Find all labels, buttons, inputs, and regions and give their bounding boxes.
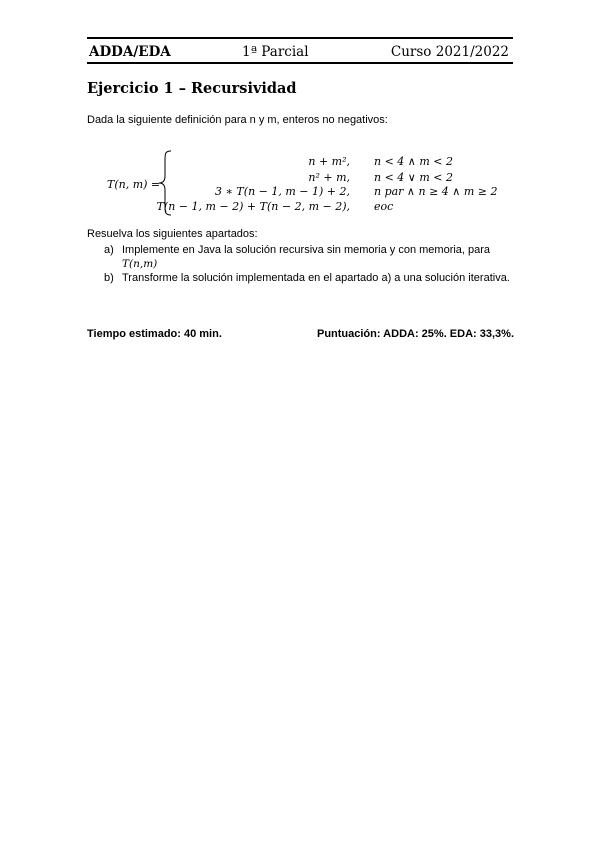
tasks-intro: Resuelva los siguientes apartados:	[87, 228, 258, 240]
estimated-time: Tiempo estimado: 40 min.	[87, 328, 222, 340]
case-4-condition: eoc	[374, 200, 394, 213]
exercise-intro: Dada la siguiente definición para n y m, enteros no negativos:	[87, 114, 388, 126]
task-a-body	[122, 243, 514, 271]
task-b-marker: b)	[104, 272, 114, 284]
case-2-expression: n² + m,	[308, 171, 350, 184]
case-4-expression: T(n − 1, m − 2) + T(n − 2, m − 2),	[156, 200, 350, 213]
score-breakdown: Puntuación: ADDA: 25%. EDA: 33,3%.	[316, 328, 514, 340]
case-1-condition: n < 4 ∧ m < 2	[374, 155, 453, 168]
exam-name: 1ª Parcial	[242, 44, 309, 60]
case-1-expression: n + m²,	[308, 155, 350, 168]
academic-year: Curso 2021/2022	[390, 44, 509, 60]
task-a-function: T(n,m)	[122, 258, 158, 270]
definition-lhs: T(n, m) =	[107, 178, 161, 191]
case-2-condition: n < 4 ∨ m < 2	[374, 171, 453, 184]
page-header	[87, 37, 513, 64]
task-a-marker: a)	[104, 244, 114, 256]
course-code: ADDA/EDA	[89, 44, 171, 60]
case-3-expression: 3 ∗ T(n − 1, m − 1) + 2,	[214, 185, 350, 198]
case-3-condition: n par ∧ n ≥ 4 ∧ m ≥ 2	[374, 185, 498, 198]
task-a-text: Implemente en Java la solución recursiva sin memoria y con memoria, para	[122, 244, 491, 256]
exercise-title: Ejercicio 1 – Recursividad	[87, 80, 297, 97]
task-b-text: Transforme la solución implementada en el apartado a) a una solución iterativa.	[122, 272, 510, 284]
